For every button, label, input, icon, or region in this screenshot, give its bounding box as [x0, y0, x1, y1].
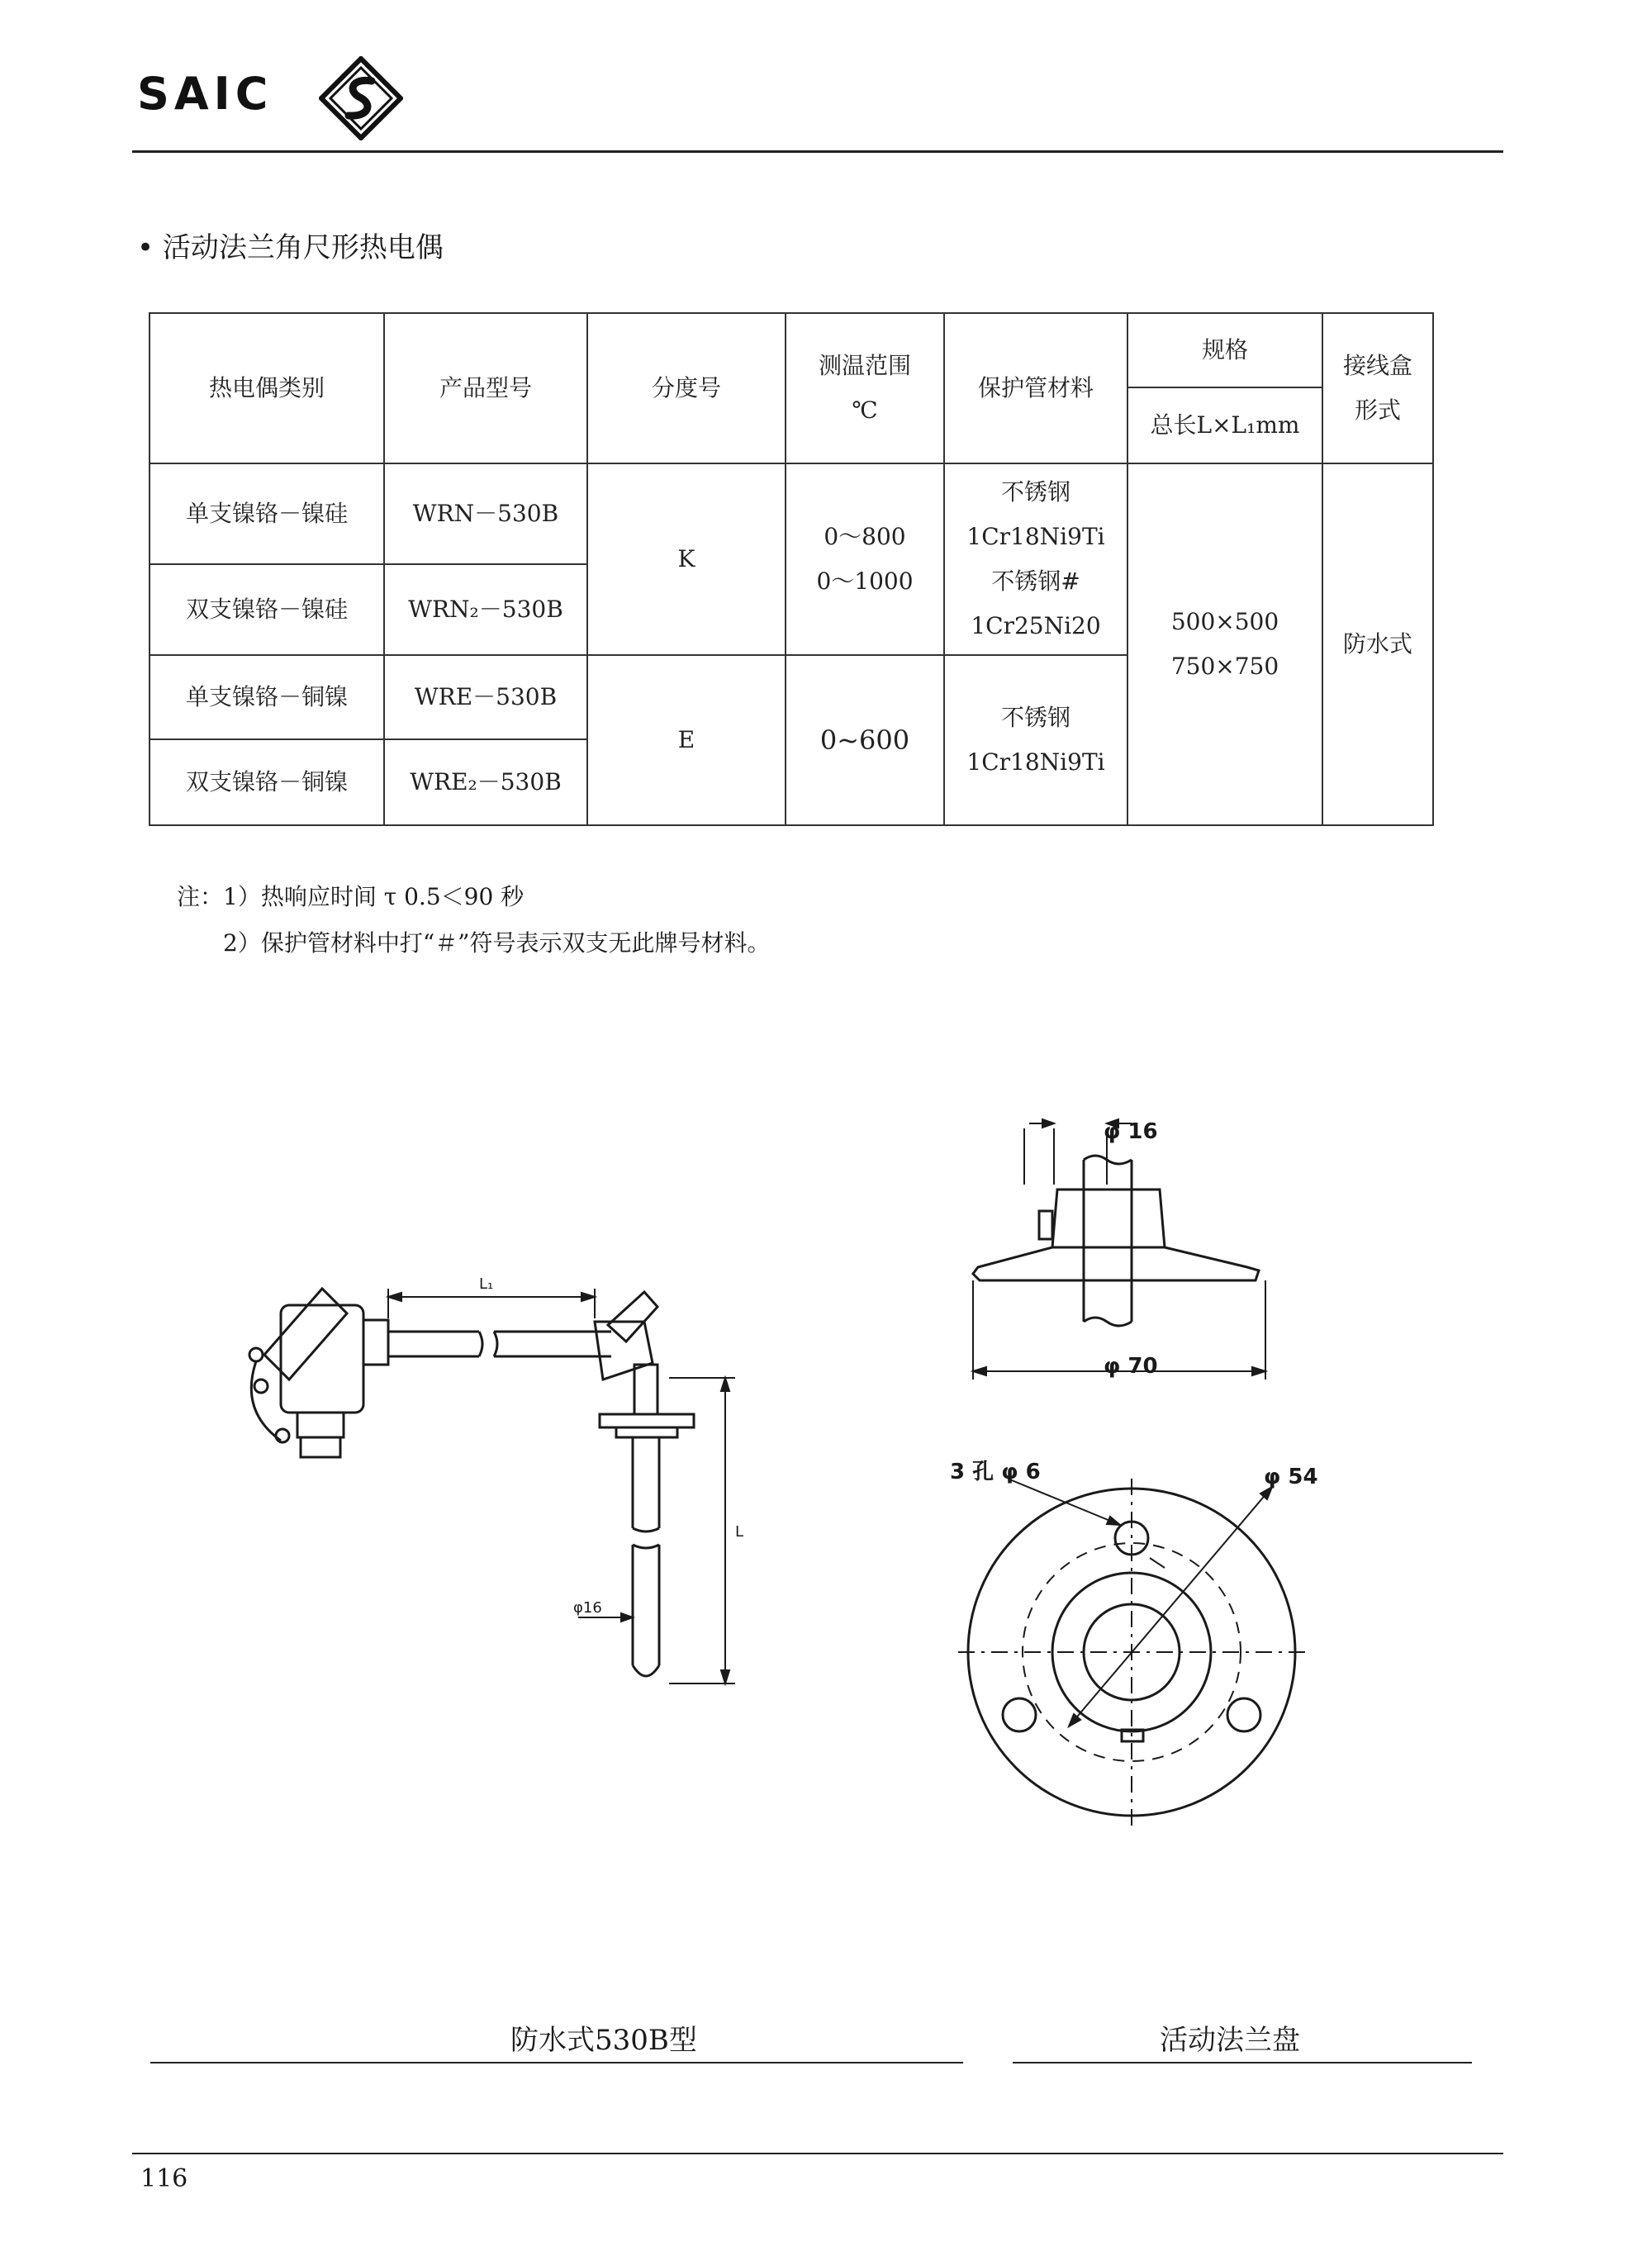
section-title: • 活动法兰角尺形热电偶 [137, 231, 444, 264]
row-type: 双支镍铬－铜镍 [150, 739, 384, 825]
flange-side-view [958, 1099, 1305, 1396]
label-l1: L₁ [479, 1275, 494, 1293]
label-holes: 3 孔 φ 6 [950, 1460, 1041, 1484]
label-phi70: φ 70 [1104, 1354, 1158, 1379]
material-e [944, 655, 1127, 825]
caption-right-rule [1013, 2062, 1472, 2063]
header-range-label: 测温范围 [818, 352, 911, 379]
flange-plan-view [933, 1446, 1330, 1842]
header-box-line2: 形式 [1354, 397, 1401, 424]
caption-right: 活动法兰盘 [1160, 2024, 1300, 2057]
range-k-b: 0～1000 [816, 567, 914, 595]
header-rule [132, 150, 1503, 153]
range-e: 0~600 [786, 655, 944, 825]
row-model: WRN₂－530B [384, 564, 587, 655]
header-model: 产品型号 [384, 313, 587, 463]
row-type: 单支镍铬－镍硅 [150, 463, 384, 564]
material-k-d: 1Cr25Ni20 [971, 612, 1101, 639]
note-2: 2）保护管材料中打“＃”符号表示双支无此牌号材料。 [223, 929, 771, 957]
header-material: 保护管材料 [944, 313, 1127, 463]
graduation-k: K [587, 463, 786, 655]
header-graduation: 分度号 [587, 313, 786, 463]
note-1: 注：1）热响应时间 τ 0.5＜90 秒 [177, 883, 525, 910]
spec-b: 750×750 [1170, 653, 1279, 680]
material-k-a: 不锈钢 [1000, 478, 1070, 506]
material-e-a: 不锈钢 [1000, 704, 1070, 731]
header-range-unit: ℃ [852, 397, 878, 424]
material-k [944, 463, 1127, 655]
box-cell: 防水式 [1322, 463, 1433, 825]
header-box-line1: 接线盒 [1342, 352, 1412, 379]
label-phi54: φ 54 [1264, 1465, 1318, 1489]
thermocouple-drawing [231, 1256, 793, 1710]
row-type: 双支镍铬－镍硅 [150, 564, 384, 655]
spec-a: 500×500 [1170, 608, 1279, 635]
material-e-b: 1Cr18Ni9Ti [966, 748, 1105, 776]
material-k-c: 不锈钢# [991, 567, 1080, 595]
logo-text: SAIC [137, 68, 273, 120]
saic-diamond-logo-icon [319, 56, 403, 144]
row-model: WRE－530B [384, 655, 587, 739]
caption-left-rule [150, 2062, 963, 2063]
footer-rule [132, 2153, 1503, 2154]
header-spec: 规格 [1127, 313, 1322, 387]
header-type: 热电偶类别 [150, 313, 384, 463]
graduation-e: E [587, 655, 786, 825]
spec-cell [1127, 463, 1322, 825]
page-number: 116 [140, 2164, 188, 2193]
spec-table [149, 312, 1434, 826]
row-type: 单支镍铬－铜镍 [150, 655, 384, 739]
range-k [786, 463, 944, 655]
range-k-a: 0～800 [824, 523, 906, 550]
row-model: WRN－530B [384, 463, 587, 564]
label-phi16-right: φ 16 [1104, 1119, 1158, 1144]
header-box [1322, 313, 1433, 463]
label-l: L [735, 1523, 744, 1541]
caption-left: 防水式530B型 [510, 2024, 697, 2057]
header-range [786, 313, 944, 463]
label-phi16-left: φ16 [573, 1599, 602, 1617]
row-model: WRE₂－530B [384, 739, 587, 825]
header-spec-sub: 总长L×L₁mm [1127, 387, 1322, 463]
material-k-b: 1Cr18Ni9Ti [966, 523, 1105, 550]
